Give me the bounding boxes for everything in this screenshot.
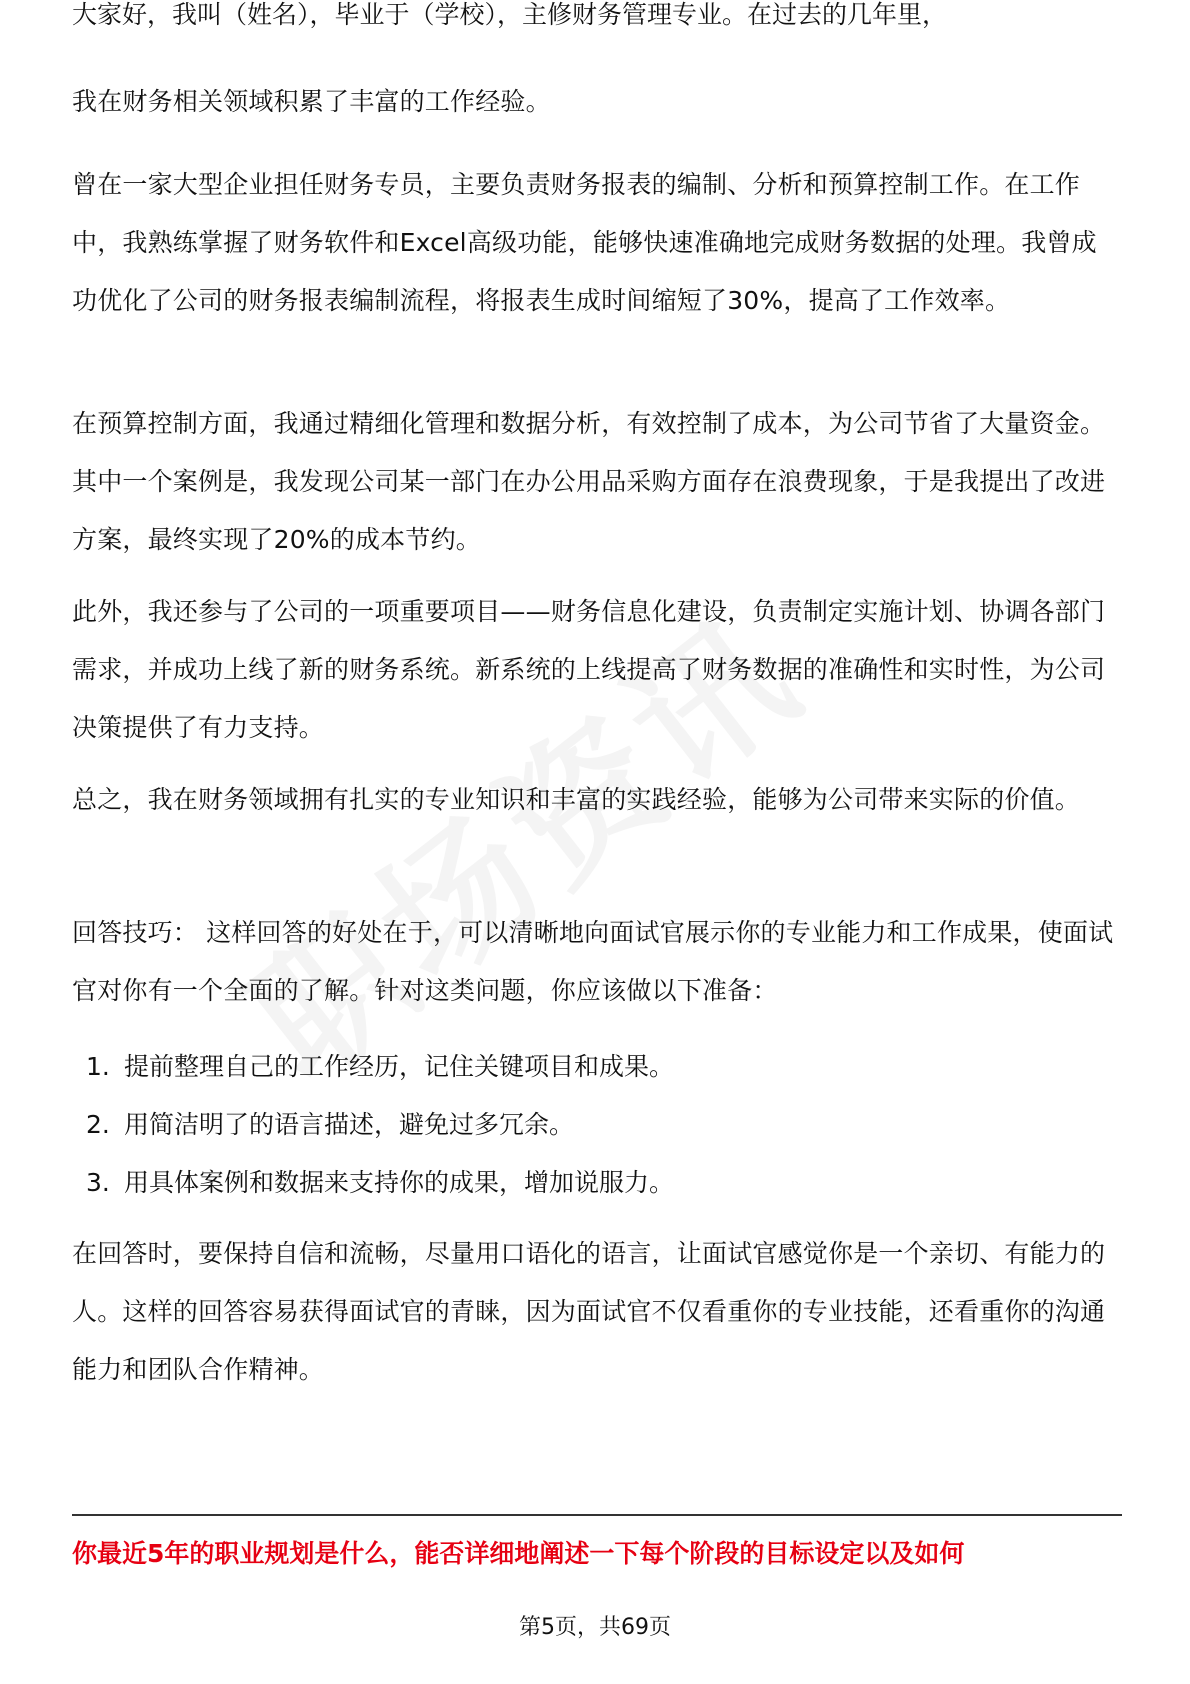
paragraph-intro-end: 我在财务相关领域积累了丰富的工作经验。 xyxy=(72,87,551,116)
cut-off-text: 大家好，我叫（姓名），毕业于（学校），主修财务管理专业。在过去的几年里， xyxy=(72,0,948,29)
cut-off-top-line xyxy=(72,0,1122,78)
tips-list-block xyxy=(72,1038,1122,1212)
list-item: 3. 用具体案例和数据来支持你的成果，增加说服力。 xyxy=(86,1168,675,1197)
paragraph-block-6 xyxy=(72,1225,1122,1399)
paragraph-summary: 总之，我在财务领域拥有扎实的专业知识和丰富的实践经验，能够为公司带来实际的价值。 xyxy=(72,785,1081,814)
paragraph-block-4 xyxy=(72,771,1122,829)
section-divider xyxy=(72,1514,1122,1516)
paragraph-project: 此外，我还参与了公司的一项重要项目——财务信息化建设，负责制定实施计划、协调各部门需求，并成功上线了新的财务系统。新系统的上线提高了财务数据的准确性和实时性，为公司决策提供了有力支持。 xyxy=(72,597,1106,742)
paragraph-block-1 xyxy=(72,156,1122,330)
page-number-footer: 第5页，共69页 xyxy=(519,1615,671,1640)
list-item: 2. 用简洁明了的语言描述，避免过多冗余。 xyxy=(86,1110,575,1139)
paragraph-answer-tips: 回答技巧： 这样回答的好处在于，可以清晰地向面试官展示你的专业能力和工作成果，使面试官对你有一个全面的了解。针对这类问题，你应该做以下准备： xyxy=(72,918,1114,1005)
tips-list xyxy=(72,1038,1122,1212)
list-item: 1. 提前整理自己的工作经历，记住关键项目和成果。 xyxy=(86,1052,675,1081)
paragraph-closing-advice: 在回答时，要保持自信和流畅，尽量用口语化的语言，让面试官感觉你是一个亲切、有能力的人。这样的回答容易获得面试官的青睐，因为面试官不仅看重你的专业技能，还看重你的沟通能力和团队合作精神。 xyxy=(72,1239,1106,1384)
paragraph-block-3 xyxy=(72,583,1122,757)
paragraph-experience: 曾在一家大型企业担任财务专员，主要负责财务报表的编制、分析和预算控制工作。在工作中，我熟练掌握了财务软件和Excel高级功能，能够快速准确地完成财务数据的处理。我曾成功优化了公司的财务报表编制流程，将报表生成时间缩短了30%，提高了工作效率。 xyxy=(72,170,1097,315)
body-text xyxy=(72,73,1122,131)
paragraph-block-5 xyxy=(72,904,1122,1020)
paragraph-block-2 xyxy=(72,395,1122,569)
paragraph-budget-control: 在预算控制方面，我通过精细化管理和数据分析，有效控制了成本，为公司节省了大量资金。其中一个案例是，我发现公司某一部门在办公用品采购方面存在浪费现象，于是我提出了改进方案，最终实现了20%的成本节约。 xyxy=(72,409,1106,554)
next-question-heading: 你最近5年的职业规划是什么，能否详细地阐述一下每个阶段的目标设定以及如何 xyxy=(72,1539,965,1568)
